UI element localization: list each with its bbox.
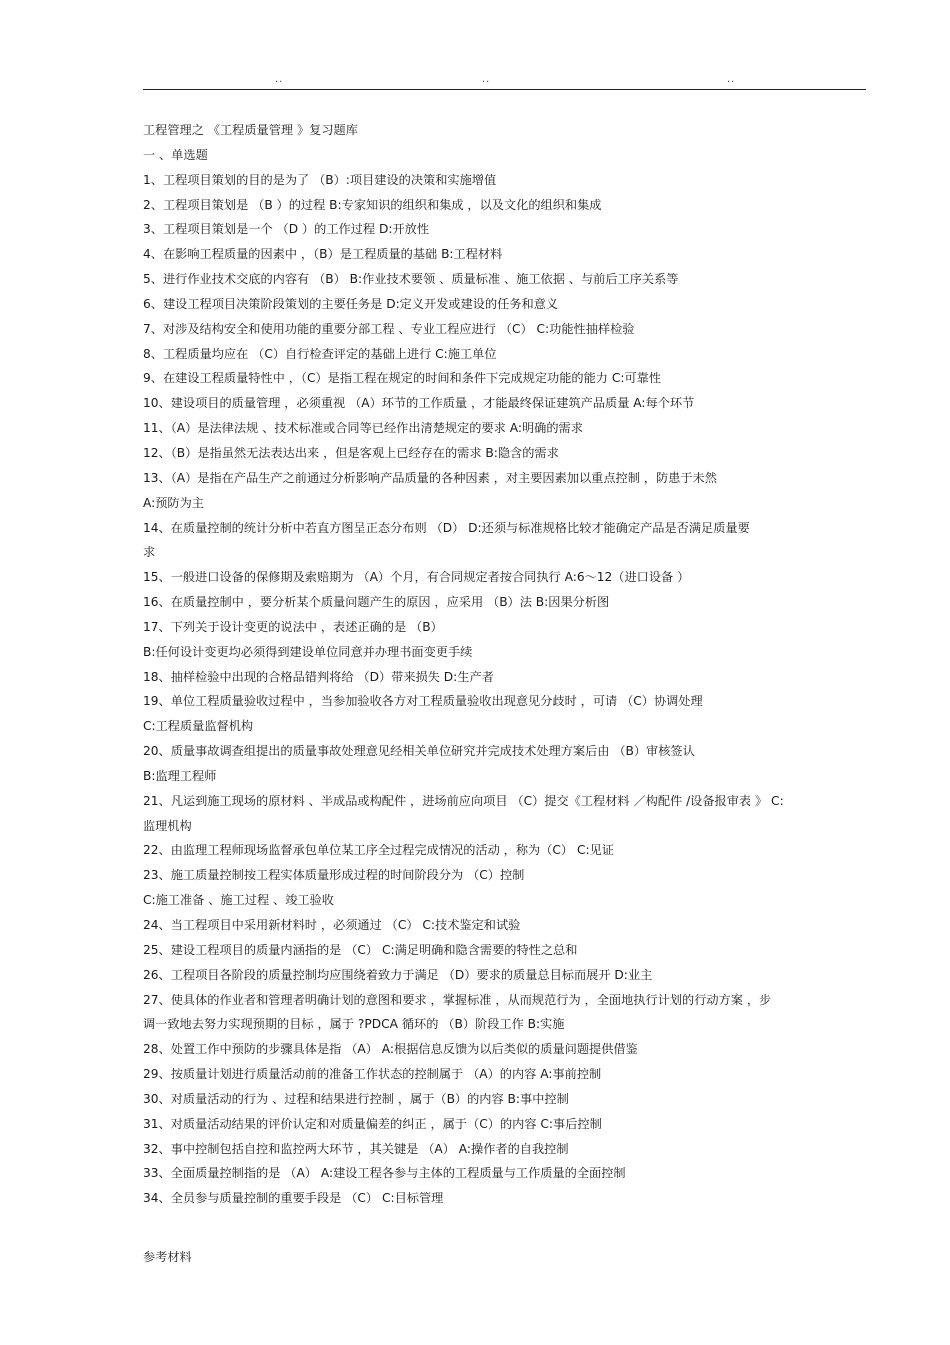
- question-line: 19、单位工程质量验收过程中 ，当参加验收各方对工程质量验收出现意见分歧时 ，可请 （C）协调处理: [143, 694, 703, 709]
- question-line: 28、处置工作中预防的步骤具体是指 （A） A:根据信息反馈为以后类似的质量问题提供借鉴: [143, 1042, 638, 1057]
- question-line: 9、在建设工程质量特性中 ，（C）是指工程在规定的时间和条件下完成规定功能的能力 C:可靠性: [143, 371, 662, 386]
- footer-note: 参考材料: [143, 1250, 192, 1264]
- question-line: 16、在质量控制中 ，要分析某个质量问题产生的原因 ，应采用 （B）法 B:因果分析图: [143, 595, 610, 610]
- question-line: 14、在质量控制的统计分析中若直方图呈正态分布则 （D） D:还须与标准规格比较才能确定产品是否满足质量要: [143, 520, 750, 535]
- header-rule: [143, 89, 866, 90]
- question-line: 10、建设项目的质量管理 ，必须重视 （A）环节的工作质量 ，才能最终保证建筑产品质量 A:每个环节: [143, 396, 695, 411]
- question-line: 23、施工质量控制按工程实体质量形成过程的时间阶段分为 （C）控制: [143, 868, 525, 883]
- question-line: 调一致地去努力实现预期的目标 ，属于 ?PDCA 循环的 （B）阶段工作 B:实施: [143, 1017, 565, 1032]
- question-line: 11、（A）是法律法规 、技术标准或合同等已经作出清楚规定的要求 A:明确的需求: [143, 421, 583, 436]
- question-line: C:施工准备 、施工过程 、竣工验收: [143, 893, 334, 908]
- question-line: 24、当工程项目中采用新材料时 ，必须通过 （C） C:技术鉴定和试验: [143, 918, 521, 932]
- question-line: 2、工程项目策划是 （B ）的过程 B:专家知识的组织和集成 ，以及文化的组织和集成: [143, 197, 602, 212]
- question-line: 12、（B）是指虽然无法表达出来 ，但是客观上已经存在的需求 B:隐含的需求: [143, 445, 559, 460]
- question-line: 20、质量事故调查组提出的质量事故处理意见经相关单位研究并完成技术处理方案后由 （B）审核签认: [143, 744, 695, 759]
- question-line: 30、对质量活动的行为 、过程和结果进行控制 ，属于（B）的内容 B:事中控制: [143, 1091, 569, 1106]
- document-body: [143, 118, 868, 1211]
- question-line: 22、由监理工程师现场监督承包单位某工序全过程完成情况的活动 ，称为（C） C:见证: [143, 843, 614, 858]
- header-mark-left: ..: [275, 74, 284, 85]
- question-line: B:任何设计变更均必须得到建设单位同意并办理书面变更手续: [143, 644, 473, 659]
- question-line: 26、工程项目各阶段的质量控制均应围绕着致力于满足 （D）要求的质量总目标而展开 D:业主: [143, 967, 653, 982]
- question-line: 8、工程质量均应在 （C）自行检查评定的基础上进行 C:施工单位: [143, 346, 497, 361]
- header-mark-center: ..: [482, 74, 491, 85]
- question-line: 21、凡运到施工现场的原材料 、半成品或构配件 ，进场前应向项目 （C）提交《工程材料 ／构配件 /设备报审表 》 C:: [143, 793, 784, 808]
- question-line: 7、对涉及结构安全和使用功能的重要分部工程 、专业工程应进行 （C） C:功能性抽样检验: [143, 321, 635, 336]
- doc-title: 工程管理之 《工程质量管理 》复习题库: [143, 123, 358, 137]
- question-line: 33、全面质量控制指的是 （A） A:建设工程各参与主体的工程质量与工作质量的全面控制: [143, 1166, 626, 1181]
- question-line: 3、工程项目策划是一个 （D ）的工作过程 D:开放性: [143, 222, 430, 237]
- question-line: 29、按质量计划进行质量活动前的准备工作状态的控制属于 （A）的内容 A:事前控制: [143, 1067, 602, 1082]
- question-line: 17、下列关于设计变更的说法中 ，表述正确的是 （B）: [143, 619, 443, 634]
- question-line: 5、进行作业技术交底的内容有 （B） B:作业技术要领 、质量标准 、施工依据 、与前后工序关系等: [143, 272, 679, 287]
- question-line: C:工程质量监督机构: [143, 719, 254, 734]
- question-line: B:监理工程师: [143, 768, 217, 783]
- question-line: 34、全员参与质量控制的重要手段是 （C） C:目标管理: [143, 1191, 444, 1206]
- question-line: 25、建设工程项目的质量内涵指的是 （C） C:满足明确和隐含需要的特性之总和: [143, 942, 578, 957]
- question-line: 13、（A）是指在产品生产之前通过分析影响产品质量的各种因素 ，对主要因素加以重点控制 ，防患于未然: [143, 470, 717, 485]
- question-line: 15、一般进口设备的保修期及索赔期为 （A）个月，有合同规定者按合同执行 A:6～12（进口设备 ）: [143, 570, 690, 585]
- question-line: 监理机构: [143, 818, 192, 833]
- section-heading: 一 、单选题: [143, 147, 208, 162]
- question-line: 31、对质量活动结果的评价认定和对质量偏差的纠正 ，属于（C）的内容 C:事后控制: [143, 1116, 602, 1131]
- question-line: 4、在影响工程质量的因素中 ，（B）是工程质量的基础 B:工程材料: [143, 247, 503, 262]
- question-line: 27、使具体的作业者和管理者明确计划的意图和要求 ，掌握标准 ，从而规范行为 ，全面地执行计划的行动方案 ，步: [143, 992, 772, 1007]
- question-line: A:预防为主: [143, 495, 204, 510]
- question-line: 求: [143, 545, 156, 560]
- question-line: 6、建设工程项目决策阶段策划的主要任务是 D:定义开发或建设的任务和意义: [143, 296, 559, 311]
- header-mark-right: ..: [727, 74, 736, 85]
- question-line: 18、抽样检验中出现的合格品错判将给 （D）带来损失 D:生产者: [143, 669, 494, 684]
- question-line: 32、事中控制包括自控和监控两大环节 ，其关键是 （A） A:操作者的自我控制: [143, 1141, 569, 1156]
- question-line: 1、工程项目策划的目的是为了 （B）:项目建设的决策和实施增值: [143, 172, 497, 187]
